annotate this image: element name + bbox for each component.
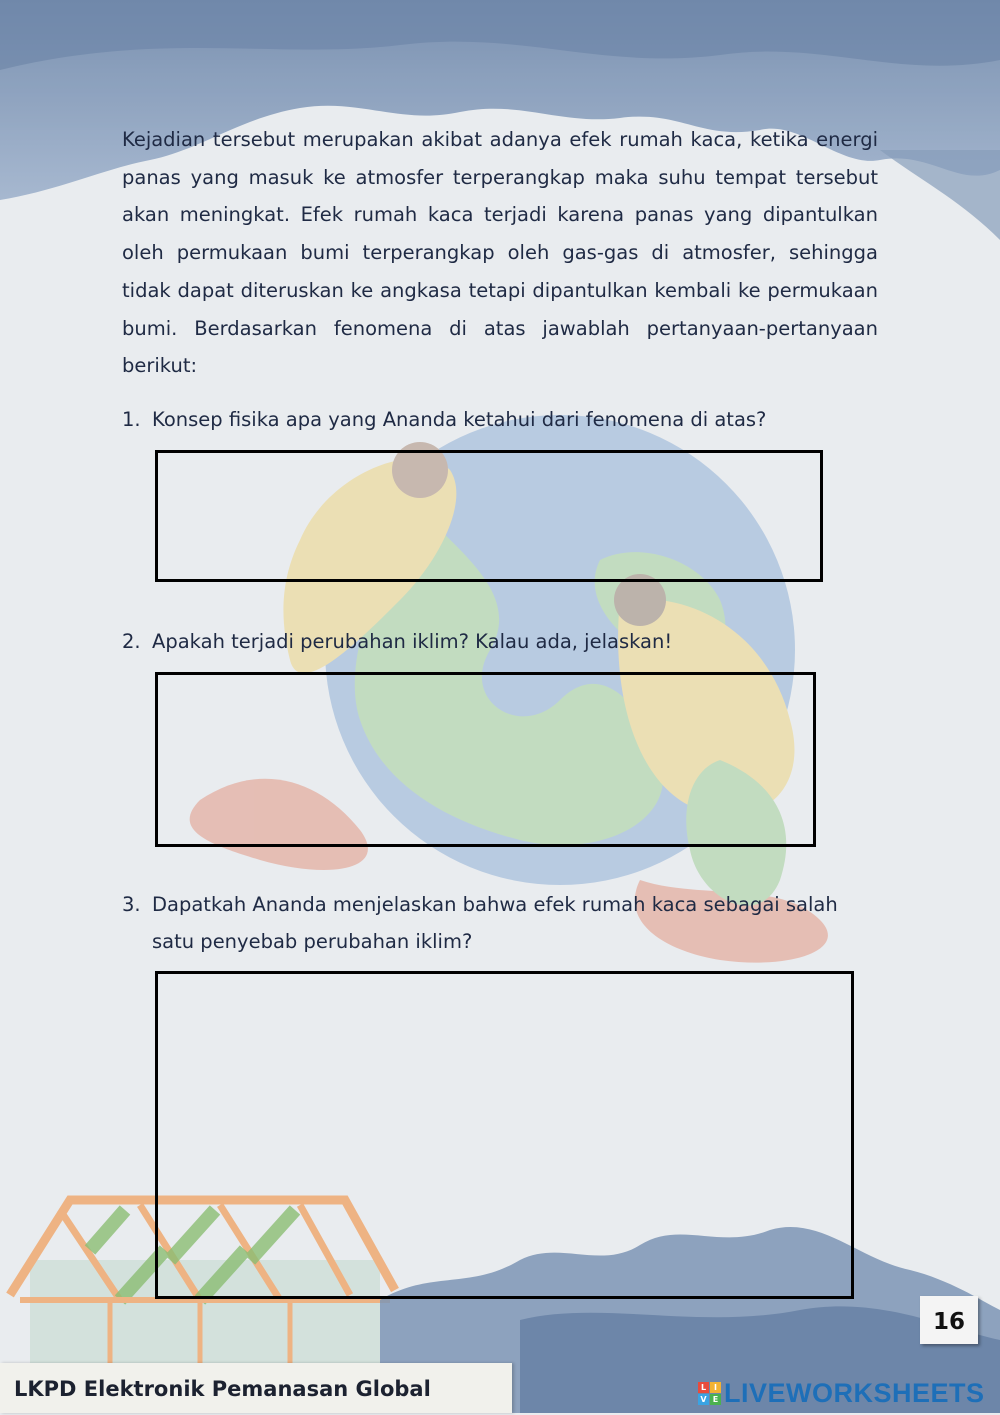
page-number: 16 xyxy=(920,1296,978,1344)
answer-box-1[interactable] xyxy=(155,450,823,582)
question-3-number: 3. xyxy=(122,893,141,916)
question-2-text: Apakah terjadi perubahan iklim? Kalau ada, jelaskan! xyxy=(152,630,673,653)
answer-box-3[interactable] xyxy=(155,971,854,1299)
question-2-number: 2. xyxy=(122,630,141,653)
question-3 xyxy=(122,886,862,960)
question-1 xyxy=(122,401,766,438)
question-1-text: Konsep fisika apa yang Ananda ketahui dari fenomena di atas? xyxy=(152,408,767,431)
question-2 xyxy=(122,623,672,660)
liveworksheets-logo-icon: L I V E xyxy=(698,1382,721,1405)
liveworksheets-brand[interactable] xyxy=(698,1376,985,1410)
footer-title: LKPD Elektronik Pemanasan Global xyxy=(0,1363,512,1413)
intro-paragraph: Kejadian tersebut merupakan akibat adanya efek rumah kaca, ketika energi panas yang masuk ke atmosfer terperangkap maka suhu tempat tersebut akan meningkat. Efek rumah kaca terjadi karena panas yang dipantulkan oleh permukaan bumi terperangkap oleh gas-gas di atmosfer, sehingga tidak dapat diteruskan ke angkasa tetapi dipantulkan kembali ke permukaan bumi. Berdasarkan fenomena di atas jawablah pertanyaan-pertanyaan berikut: xyxy=(122,128,878,378)
answer-box-2[interactable] xyxy=(155,672,816,847)
brand-name: LIVEWORKSHEETS xyxy=(724,1377,985,1408)
question-1-number: 1. xyxy=(122,408,141,431)
question-3-text: Dapatkah Ananda menjelaskan bahwa efek rumah kaca sebagai salah satu penyebab perubahan iklim? xyxy=(152,893,838,953)
